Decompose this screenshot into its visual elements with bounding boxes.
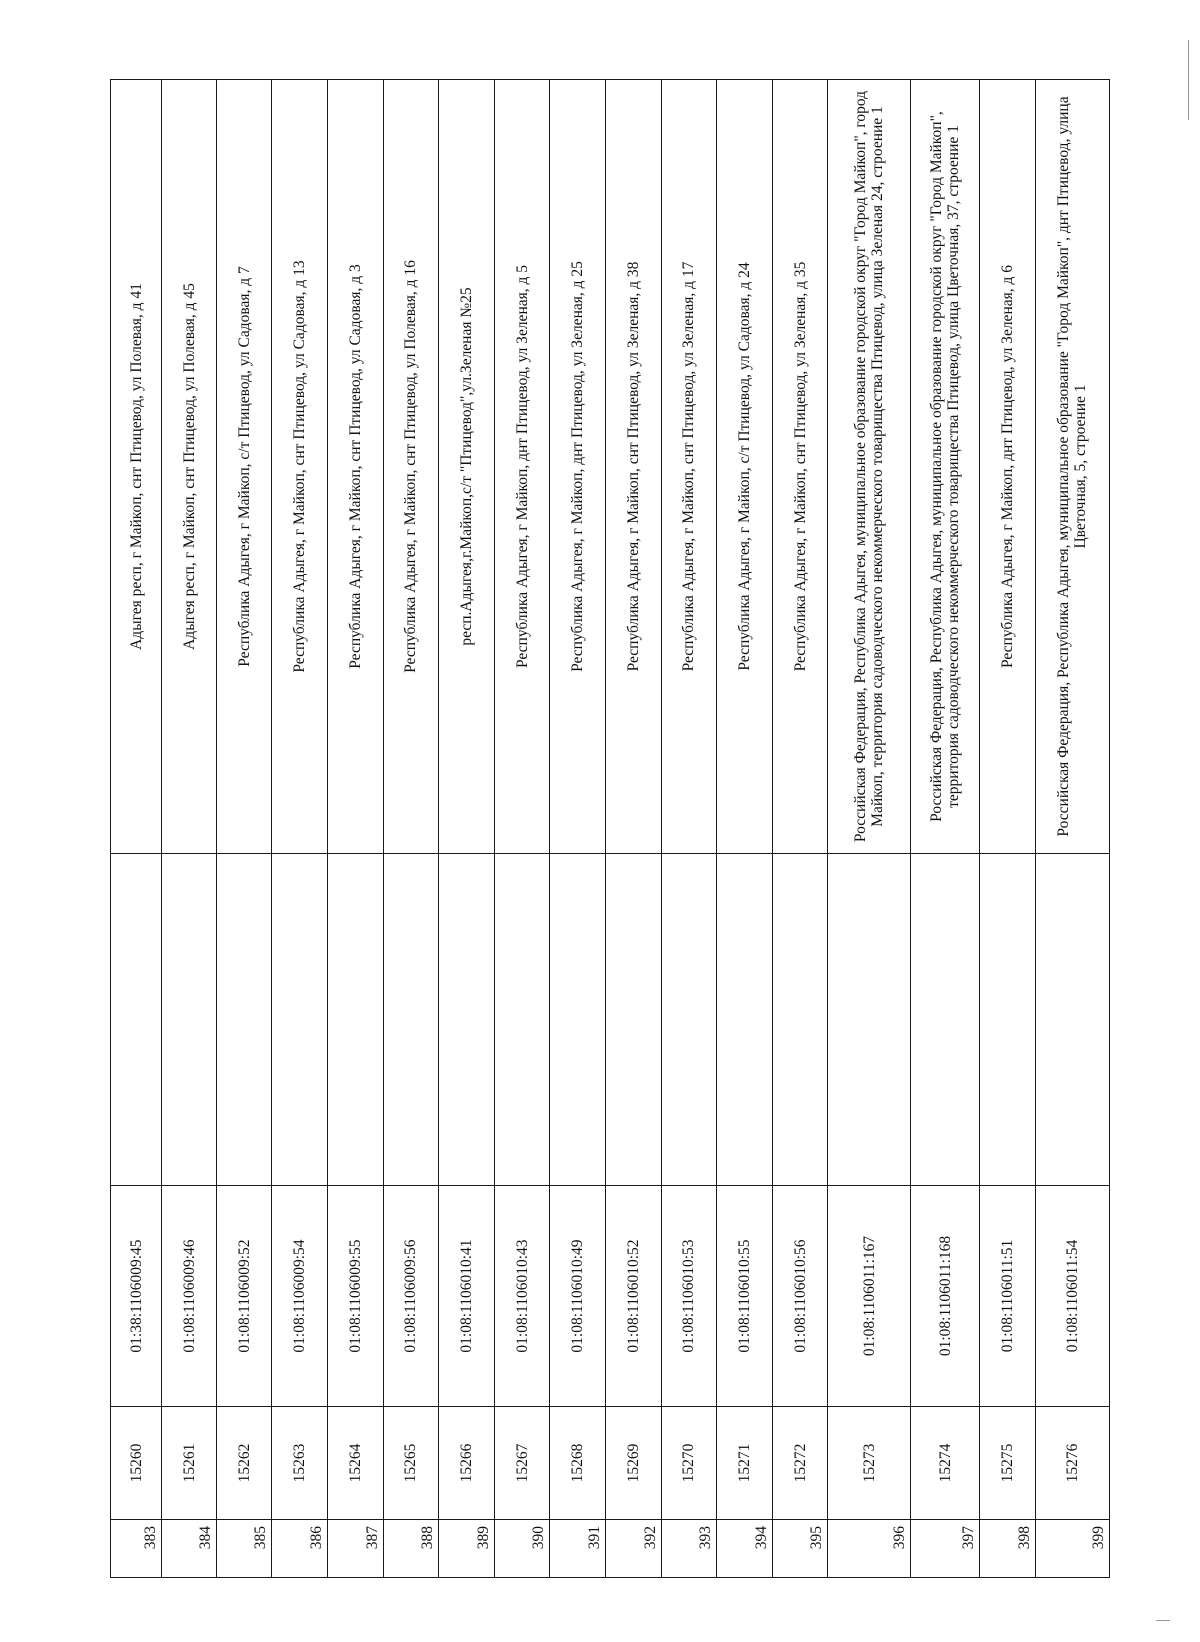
record-id: 15266 xyxy=(439,1407,495,1520)
extra-cell xyxy=(606,854,662,1186)
extra-cell xyxy=(661,854,717,1186)
record-id: 15265 xyxy=(383,1407,439,1520)
extra-cell xyxy=(550,854,606,1186)
table-row xyxy=(327,80,383,1578)
extra-cell xyxy=(162,854,217,1186)
address: Российская Федерация, Республика Адыгея, муниципальное образование "Город Майкоп", днт Птицевод, улица Цветочная, 5, строение 1 xyxy=(1035,80,1109,854)
extra-cell xyxy=(111,854,162,1186)
address: Республика Адыгея, г Майкоп, снт Птицевод, ул Садовая, д 3 xyxy=(327,80,383,854)
row-number: 394 xyxy=(717,1520,773,1578)
row-number: 384 xyxy=(162,1520,217,1578)
row-number: 390 xyxy=(494,1520,550,1578)
extra-cell xyxy=(911,854,980,1186)
extra-cell xyxy=(272,854,328,1186)
row-number: 388 xyxy=(383,1520,439,1578)
cadastral-number: 01:08:1106011:168 xyxy=(911,1186,980,1407)
cadastral-number: 01:08:1106010:55 xyxy=(717,1186,773,1407)
row-number: 392 xyxy=(606,1520,662,1578)
record-id: 15271 xyxy=(717,1407,773,1520)
address: Российская Федерация, Республика Адыгея, муниципальное образование городской округ "Город Майкоп", территория садоводческого некоммерческого товарищества Птицевод, улица Цветочная, 37, строение 1 xyxy=(911,80,980,854)
cadastral-number: 01:08:1106010:53 xyxy=(661,1186,717,1407)
address: Республика Адыгея, г Майкоп, снт Птицевод, ул Зеленая, д 35 xyxy=(772,80,828,854)
row-number: 389 xyxy=(439,1520,495,1578)
cadastral-number: 01:38:1106009:45 xyxy=(111,1186,162,1407)
row-number: 398 xyxy=(980,1520,1036,1578)
address: Республика Адыгея, г Майкоп, снт Птицевод, ул Зеленая, д 17 xyxy=(661,80,717,854)
row-number: 391 xyxy=(550,1520,606,1578)
address: Республика Адыгея, г Майкоп, снт Птицевод, ул Садовая, д 13 xyxy=(272,80,328,854)
cadastral-number: 01:08:1106009:55 xyxy=(327,1186,383,1407)
table-row xyxy=(1035,80,1109,1578)
table-row xyxy=(772,80,828,1578)
record-id: 15264 xyxy=(327,1407,383,1520)
extra-cell xyxy=(383,854,439,1186)
scan-edge-mark xyxy=(1156,1620,1170,1621)
table-row xyxy=(494,80,550,1578)
address: Республика Адыгея, г Майкоп, днт Птицевод, ул Зеленая, д 5 xyxy=(494,80,550,854)
table-row xyxy=(439,80,495,1578)
cadastral-number: 01:08:1106009:52 xyxy=(216,1186,272,1407)
table-row xyxy=(383,80,439,1578)
extra-cell xyxy=(772,854,828,1186)
address: Республика Адыгея, г Майкоп, снт Птицевод, ул Полевая, д 16 xyxy=(383,80,439,854)
record-id: 15262 xyxy=(216,1407,272,1520)
address: Российская Федерация, Республика Адыгея, муниципальное образование городской округ "Город Майкоп", город Майкоп, территория садоводческого некоммерческого товарищества Птицевод, улица Зеленая 24, строение 1 xyxy=(828,80,911,854)
table-row xyxy=(911,80,980,1578)
cadastral-number: 01:08:1106011:167 xyxy=(828,1186,911,1407)
record-id: 15263 xyxy=(272,1407,328,1520)
record-id: 15268 xyxy=(550,1407,606,1520)
row-number: 385 xyxy=(216,1520,272,1578)
record-id: 15274 xyxy=(911,1407,980,1520)
rotated-table-wrapper xyxy=(110,80,1110,1578)
address: Республика Адыгея, г Майкоп, с/т Птицевод, ул Садовая, д 7 xyxy=(216,80,272,854)
record-id: 15272 xyxy=(772,1407,828,1520)
address: респ.Адыгея,г.Майкоп,с/т "Птицевод",ул.Зеленая №25 xyxy=(439,80,495,854)
row-number: 383 xyxy=(111,1520,162,1578)
address: Республика Адыгея, г Майкоп, днт Птицевод, ул Зеленая, д 25 xyxy=(550,80,606,854)
table-row xyxy=(606,80,662,1578)
row-number: 397 xyxy=(911,1520,980,1578)
cadastral-number: 01:08:1106010:56 xyxy=(772,1186,828,1407)
table-row xyxy=(717,80,773,1578)
extra-cell xyxy=(327,854,383,1186)
row-number: 387 xyxy=(327,1520,383,1578)
table-row xyxy=(661,80,717,1578)
table-row xyxy=(162,80,217,1578)
address: Республика Адыгея, г Майкоп, днт Птицевод, ул Зеленая, д 6 xyxy=(980,80,1036,854)
record-id: 15267 xyxy=(494,1407,550,1520)
address: Республика Адыгея, г Майкоп, снт Птицевод, ул Зеленая, д 38 xyxy=(606,80,662,854)
record-id: 15270 xyxy=(661,1407,717,1520)
scan-edge-mark xyxy=(1188,40,1189,120)
cadastral-number: 01:08:1106010:43 xyxy=(494,1186,550,1407)
table-row xyxy=(272,80,328,1578)
table-row xyxy=(111,80,162,1578)
extra-cell xyxy=(980,854,1036,1186)
extra-cell xyxy=(828,854,911,1186)
row-number: 396 xyxy=(828,1520,911,1578)
cadastral-number: 01:08:1106010:49 xyxy=(550,1186,606,1407)
table-row xyxy=(980,80,1036,1578)
cadastral-number: 01:08:1106010:52 xyxy=(606,1186,662,1407)
row-number: 399 xyxy=(1035,1520,1109,1578)
record-id: 15273 xyxy=(828,1407,911,1520)
address: Адыгея респ, г Майкоп, снт Птицевод, ул Полевая, д 45 xyxy=(162,80,217,854)
record-id: 15276 xyxy=(1035,1407,1109,1520)
record-id: 15269 xyxy=(606,1407,662,1520)
record-id: 15275 xyxy=(980,1407,1036,1520)
address: Республика Адыгея, г Майкоп, с/т Птицевод, ул Садовая, д 24 xyxy=(717,80,773,854)
table-row xyxy=(216,80,272,1578)
cadastral-number: 01:08:1106011:54 xyxy=(1035,1186,1109,1407)
extra-cell xyxy=(1035,854,1109,1186)
cadastral-number: 01:08:1106010:41 xyxy=(439,1186,495,1407)
parcel-table-body xyxy=(111,80,1110,1578)
extra-cell xyxy=(216,854,272,1186)
table-row xyxy=(828,80,911,1578)
row-number: 386 xyxy=(272,1520,328,1578)
cadastral-number: 01:08:1106011:51 xyxy=(980,1186,1036,1407)
extra-cell xyxy=(494,854,550,1186)
row-number: 395 xyxy=(772,1520,828,1578)
extra-cell xyxy=(717,854,773,1186)
cadastral-number: 01:08:1106009:56 xyxy=(383,1186,439,1407)
cadastral-number: 01:08:1106009:46 xyxy=(162,1186,217,1407)
parcel-table xyxy=(110,79,1110,1578)
cadastral-number: 01:08:1106009:54 xyxy=(272,1186,328,1407)
extra-cell xyxy=(439,854,495,1186)
table-row xyxy=(550,80,606,1578)
address: Адыгея респ, г Майкоп, снт Птицевод, ул Полевая, д 41 xyxy=(111,80,162,854)
row-number: 393 xyxy=(661,1520,717,1578)
record-id: 15261 xyxy=(162,1407,217,1520)
record-id: 15260 xyxy=(111,1407,162,1520)
